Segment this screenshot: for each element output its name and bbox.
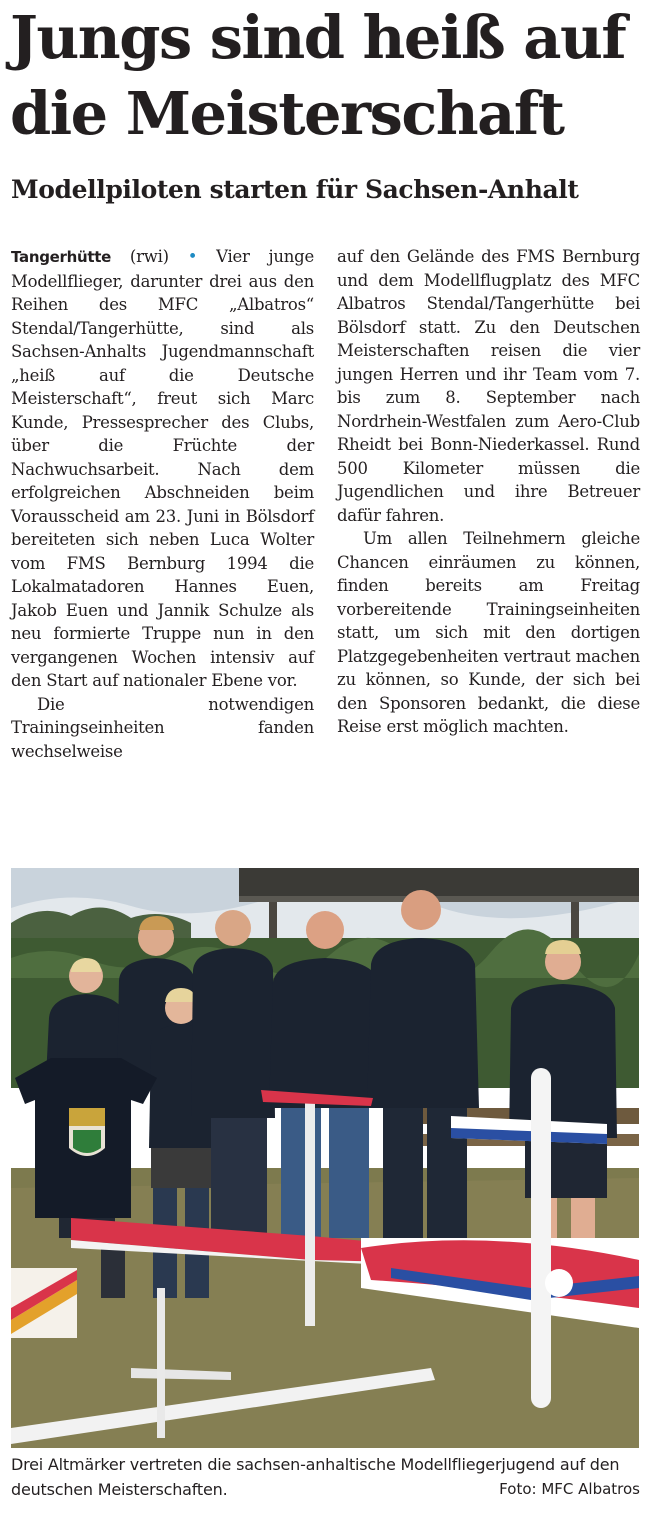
article-paragraph-1 [11, 245, 314, 693]
photo-credit: Foto: MFC Albatros [499, 1480, 640, 1498]
article-photo [11, 868, 639, 1448]
wing-fragment [11, 1268, 77, 1338]
bullet-icon: • [187, 247, 198, 266]
subheadline: Modellpiloten starten für Sachsen-Anhalt [11, 175, 579, 204]
photo-caption: Drei Altmärker vertreten die sachsen-anhaltische Modellfliegerjugend auf den deutschen Meisterschaften. [11, 1455, 620, 1499]
headline [10, 0, 650, 152]
article-paragraph-1-text: Vier junge Modellflieger, darunter drei aus den Reihen des MFC „Albatros“ Stendal/Tangerhütte, sind als Sachsen-Anhalts Jugendmannschaft „heiß auf die Deutsche Meisterschaft“, freut sich Marc Kunde, Pressesprecher des Clubs, über die Früchte der Nachwuchsarbeit. Nach dem erfolgreichen Abschneiden beim Vorausscheid am 23. Juni in Bölsdorf bereiteten sich neben Luca Wolter vom FMS Bernburg 1994 die Lokalmatadoren Hannes Euen, Jakob Euen und Jannik Schulze als neu formierte Truppe nun in den vergangenen Wochen intensiv auf den Start auf nationaler Ebene vor. [11, 247, 315, 690]
headline-line-2: die Meisterschaft [10, 79, 564, 148]
author-tag: (rwi) [129, 247, 169, 266]
article-paragraph-2-continued: auf den Gelände des FMS Bernburg und dem Modellflugplatz des MFC Albatros Stendal/Tangerhütte bei Bölsdorf statt. Zu den Deutschen Meisterschaften reisen die vier jungen Herren und ihr Team vom 7. bis zum 8. September nach Nordrhein-Westfalen zum Aero-Club Rheidt bei Bonn-Niederkassel. Rund 500 Kilometer müssen die Jugendlichen und ihre Betreuer dafür fahren. [337, 247, 640, 525]
article-paragraph-2: Die notwendigen Trainingseinheiten fanden wechselweise [11, 694, 314, 761]
headline-line-1: Jungs sind heiß auf [10, 3, 626, 72]
article-column-left [11, 245, 314, 763]
article-paragraph-3: Um allen Teilnehmern gleiche Chancen einräumen zu können, finden bereits am Freitag vorbereitende Trainingseinheiten statt, um sich mit den dortigen Platzgegebenheiten vertraut machen zu können, so Kunde, der sich bei den Sponsoren bedankt, die diese Reise erst möglich machten. [337, 529, 640, 736]
dateline: Tangerhütte [11, 248, 111, 266]
article-column-right [337, 245, 640, 739]
photo-illustration [11, 868, 639, 1448]
